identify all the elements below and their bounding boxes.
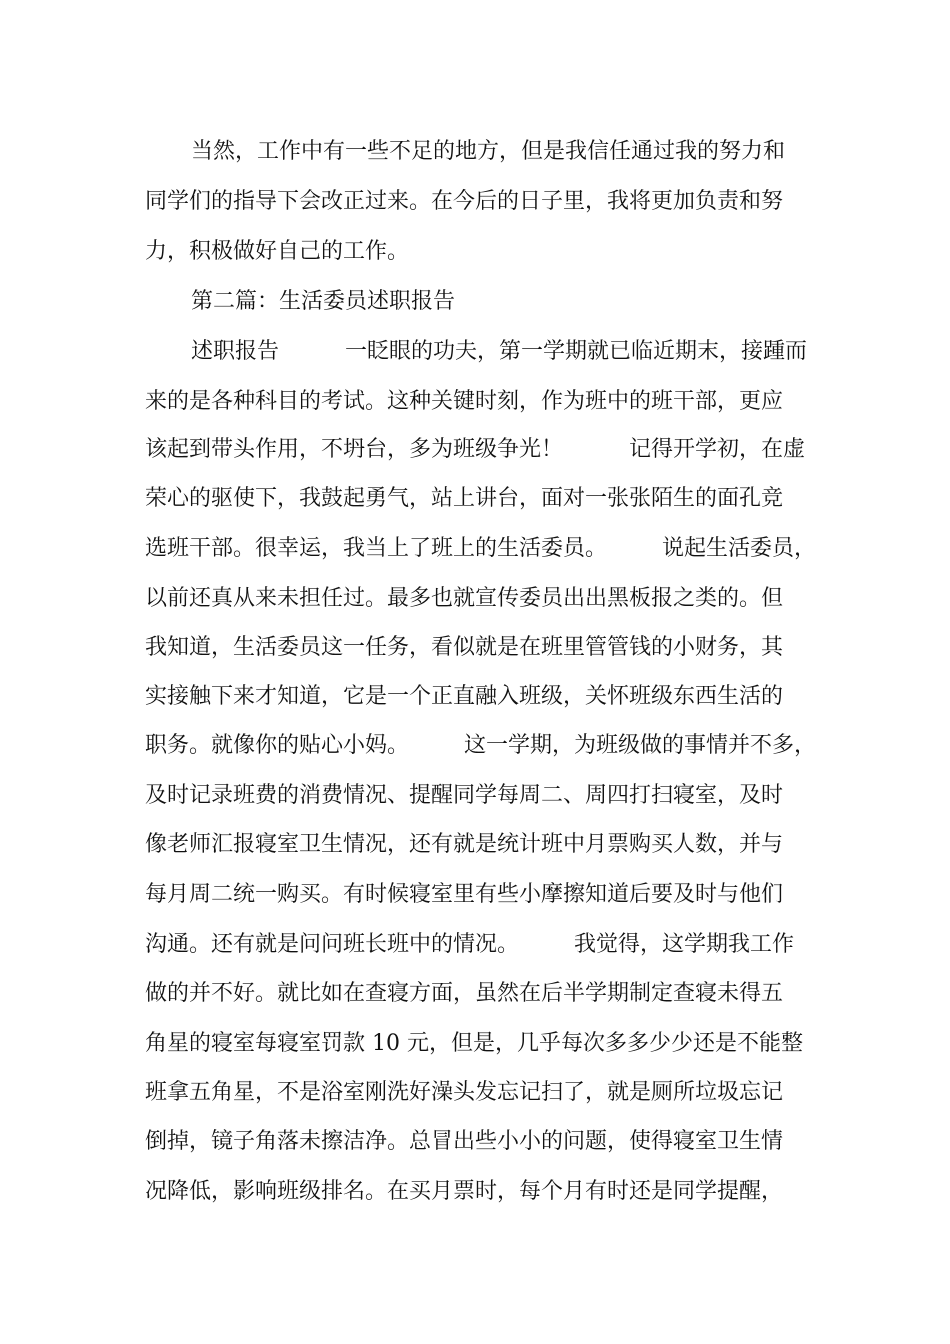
text-line-19: 角星的寝室每寝室罚款 10 元，但是，几乎每次多多少少还是不能整 [145, 1031, 803, 1056]
section-heading: 第二篇：生活委员述职报告 [191, 289, 456, 314]
text-line-15: 像老师汇报寝室卫生情况，还有就是统计班中月票购买人数，并与 [145, 832, 784, 857]
text-line-21: 倒掉，镜子角落未擦洁净。总冒出些小小的问题，使得寝室卫生情 [145, 1129, 784, 1154]
text-line-6: 来的是各种科目的考试。这种关键时刻，作为班中的班干部，更应 [145, 389, 784, 414]
text-line-7: 该起到带头作用，不坍台，多为班级争光！ 记得开学初，在虚 [145, 437, 806, 462]
text-line-20: 班拿五角星，不是浴室刚洗好澡头发忘记扫了，就是厕所垃圾忘记 [145, 1080, 784, 1105]
text-line-3: 力，积极做好自己的工作。 [145, 239, 410, 264]
text-line-14: 及时记录班费的消费情况、提醒同学每周二、周四打扫寝室，及时 [145, 783, 784, 808]
text-line-9: 选班干部。很幸运，我当上了班上的生活委员。 说起生活委员， [145, 536, 817, 561]
text-line-18: 做的并不好。就比如在查寝方面，虽然在后半学期制定查寝未得五 [145, 981, 784, 1006]
text-line-13: 职务。就像你的贴心小妈。 这一学期，为班级做的事情并不多， [145, 733, 817, 758]
text-line-8: 荣心的驱使下，我鼓起勇气，站上讲台，面对一张张陌生的面孔竞 [145, 486, 784, 511]
text-line-5: 述职报告 一眨眼的功夫，第一学期就已临近期末，接踵而 [191, 339, 808, 364]
text-line-12: 实接触下来才知道，它是一个正直融入班级，关怀班级东西生活的 [145, 684, 784, 709]
text-line-11: 我知道，生活委员这一任务，看似就是在班里管管钱的小财务，其 [145, 635, 784, 660]
text-line-10: 以前还真从来未担任过。最多也就宣传委员出出黑板报之类的。但 [145, 586, 784, 611]
text-line-16: 每月周二统一购买。有时候寝室里有些小摩擦知道后要及时与他们 [145, 882, 784, 907]
text-line-2: 同学们的指导下会改正过来。在今后的日子里，我将更加负责和努 [145, 189, 784, 214]
text-line-17: 沟通。还有就是问问班长班中的情况。 我觉得，这学期我工作 [145, 932, 795, 957]
text-line-1: 当然，工作中有一些不足的地方，但是我信任通过我的努力和 [191, 139, 786, 164]
text-line-22: 况降低，影响班级排名。在买月票时，每个月有时还是同学提醒， [145, 1179, 784, 1204]
